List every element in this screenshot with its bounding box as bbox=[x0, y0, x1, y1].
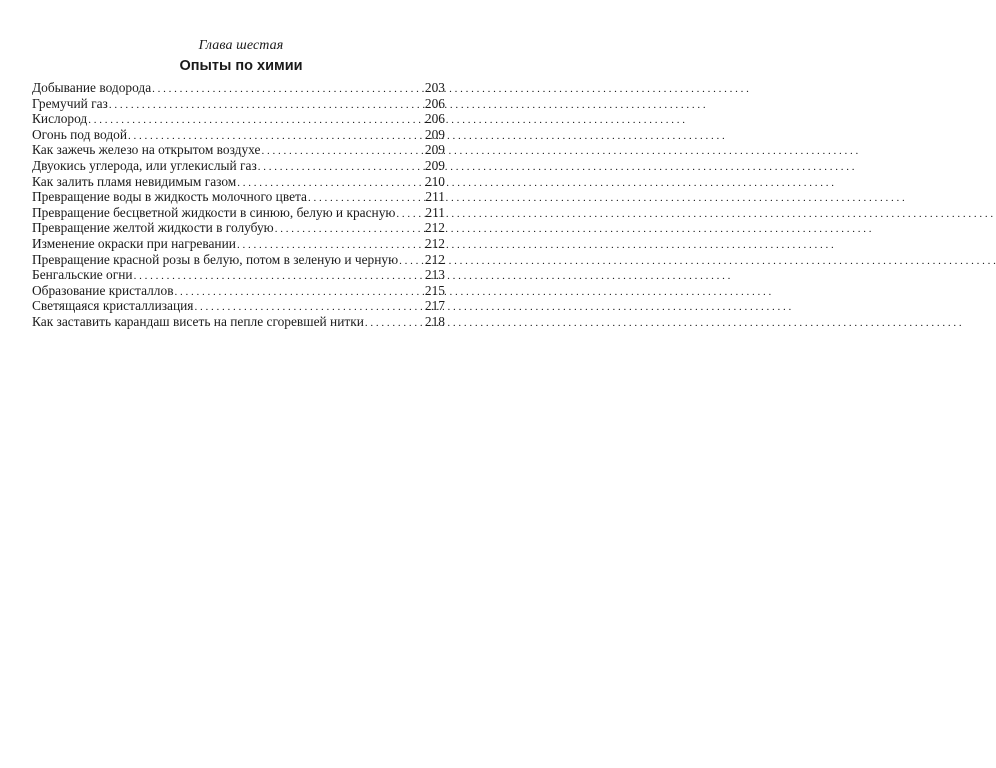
toc-entry-title: Бенгальские огни bbox=[32, 267, 133, 283]
toc-entry[interactable] bbox=[32, 142, 445, 158]
toc-entry-page: 212 bbox=[424, 235, 445, 251]
toc-entry-title: Превращение желтой жидкости в голубую bbox=[32, 220, 274, 236]
toc-entry[interactable] bbox=[32, 127, 445, 143]
toc-entry-page: 212 bbox=[424, 220, 445, 236]
toc-entry-title: Добывание водорода bbox=[32, 80, 152, 95]
toc-entry[interactable] bbox=[32, 158, 445, 174]
toc-entry[interactable] bbox=[32, 189, 445, 205]
toc-entry[interactable] bbox=[32, 236, 445, 252]
toc-entry-title: Превращение воды в жидкость молочного цвета bbox=[32, 189, 307, 205]
toc-entry-page: 213 bbox=[424, 267, 445, 283]
chapter-title: Опыты по химии bbox=[179, 58, 303, 74]
book-page bbox=[0, 0, 482, 768]
toc-entry-page: 211 bbox=[425, 204, 445, 220]
toc-entry-page: 209 bbox=[424, 142, 445, 158]
toc-entry-page: 212 bbox=[424, 251, 445, 267]
toc-entry-page: 210 bbox=[424, 173, 445, 189]
table-of-contents bbox=[32, 80, 445, 330]
toc-entry-title: Превращение красной розы в белую, потом в зеленую и черную bbox=[32, 251, 399, 267]
toc-entry-title: Огонь под водой bbox=[32, 126, 127, 142]
toc-entry[interactable] bbox=[32, 174, 445, 190]
toc-entry[interactable] bbox=[32, 80, 445, 96]
toc-entry-title: Как зажечь железо на открытом воздухе bbox=[32, 142, 261, 158]
chapter-label: Глава шестая bbox=[198, 38, 284, 53]
toc-entry[interactable] bbox=[32, 314, 445, 330]
toc-entry-title: Гремучий газ bbox=[32, 95, 108, 111]
toc-entry-title: Кислород bbox=[32, 111, 88, 127]
toc-leader-dots bbox=[365, 314, 424, 332]
toc-entry-page: 203 bbox=[424, 80, 445, 95]
toc-entry-title: Как заставить карандаш висеть на пепле сгоревшей нитки bbox=[32, 313, 364, 329]
toc-entry-title: Превращение бесцветной жидкости в синюю, белую и красную bbox=[32, 204, 396, 220]
toc-entry-page: 217 bbox=[424, 298, 445, 314]
toc-entry-page: 211 bbox=[425, 189, 445, 205]
toc-entry-page: 215 bbox=[424, 282, 445, 298]
toc-entry-title: Двуокись углерода, или углекислый газ bbox=[32, 157, 257, 173]
toc-entry[interactable] bbox=[32, 205, 445, 221]
toc-entry-title: Образование кристаллов bbox=[32, 282, 174, 298]
toc-entry-title: Как залить пламя невидимым газом bbox=[32, 173, 237, 189]
toc-entry-page: 209 bbox=[424, 126, 445, 142]
toc-entry-page: 206 bbox=[424, 111, 445, 127]
toc-entry[interactable] bbox=[32, 298, 445, 314]
toc-entry[interactable] bbox=[32, 252, 445, 268]
toc-entry-page: 209 bbox=[424, 157, 445, 173]
toc-entry-page: 206 bbox=[424, 95, 445, 111]
toc-entry[interactable] bbox=[32, 283, 445, 299]
toc-entry-page: 218 bbox=[424, 313, 445, 329]
toc-entry[interactable] bbox=[32, 267, 445, 283]
toc-entry[interactable] bbox=[32, 111, 445, 127]
toc-entry[interactable] bbox=[32, 96, 445, 112]
toc-entry-title: Изменение окраски при нагревании bbox=[32, 235, 236, 251]
toc-entry-title: Светящаяся кристаллизация bbox=[32, 298, 194, 314]
toc-entry[interactable] bbox=[32, 220, 445, 236]
